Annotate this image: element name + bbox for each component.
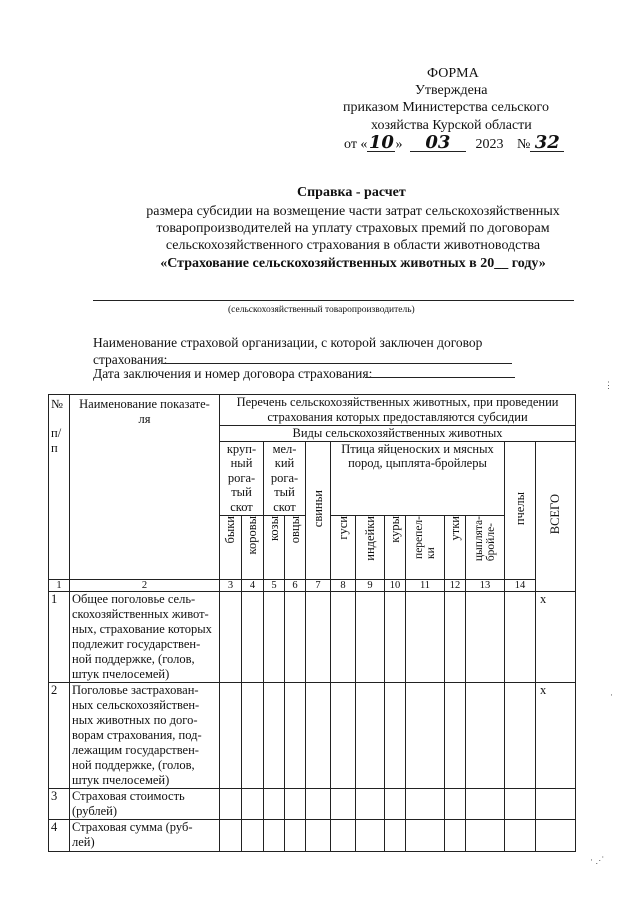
data-cell [285, 819, 306, 851]
col-number: 14 [505, 579, 536, 591]
header-broilers: цыплята- бройле- [466, 515, 505, 579]
data-cell [505, 819, 536, 851]
data-cell [306, 591, 331, 682]
header-sheep: овцы [285, 515, 306, 579]
data-cell [505, 591, 536, 682]
data-cell [466, 788, 505, 819]
col-number: 10 [385, 579, 406, 591]
data-cell [242, 682, 264, 788]
data-cell [445, 682, 466, 788]
data-cell [385, 788, 406, 819]
data-cell [466, 591, 505, 682]
table-row [49, 819, 576, 851]
data-cell [385, 591, 406, 682]
data-cell [306, 788, 331, 819]
col-number: 1 [49, 579, 70, 591]
row-number: 1 [49, 591, 70, 682]
data-cell [220, 682, 242, 788]
data-cell [331, 788, 356, 819]
data-cell [406, 591, 445, 682]
col-number: 11 [406, 579, 445, 591]
data-cell [220, 788, 242, 819]
scan-speck: · [610, 690, 613, 700]
data-cell [220, 591, 242, 682]
column-numbers-row [49, 579, 576, 591]
data-cell [264, 591, 285, 682]
col-number: 2 [70, 579, 220, 591]
date-year: 2023 [475, 137, 504, 152]
col-number: 12 [445, 579, 466, 591]
header-bulls: быки [220, 515, 242, 579]
total-cell [536, 819, 576, 851]
header-chickens: куры [385, 515, 406, 579]
col-number: 7 [306, 579, 331, 591]
order-number: 32 [530, 134, 564, 152]
insurer-label-line-1: Наименование страховой организации, с которой заключен договор [93, 335, 483, 350]
col-number: 4 [242, 579, 264, 591]
order-line-1: приказом Министерства сельского [343, 100, 549, 115]
data-cell [306, 819, 331, 851]
data-cell [445, 819, 466, 851]
col-number: 3 [220, 579, 242, 591]
insurer-label-line-2: страхования: [93, 352, 168, 367]
table-row [49, 682, 576, 788]
header-cows: коровы [242, 515, 264, 579]
data-cell [406, 682, 445, 788]
data-cell [242, 788, 264, 819]
header-animal-kinds: Виды сельскохозяйственных животных [220, 426, 576, 442]
contract-underline [365, 377, 515, 378]
order-line-2: хозяйства Курской области [371, 118, 532, 133]
title-line-3: сельскохозяйственного страхования в области животноводства [165, 238, 541, 253]
data-cell [306, 682, 331, 788]
data-cell [445, 788, 466, 819]
date-mid: » [395, 137, 403, 152]
row-label: Страховая сумма (руб- лей) [70, 819, 220, 851]
header-animal-list: Перечень сельскохозяйственных животных, при проведении страхования которых предоставляются субсидии [220, 395, 576, 426]
data-cell [385, 819, 406, 851]
date-month: 03 [410, 134, 466, 152]
header-quails: перепел- ки [406, 515, 445, 579]
title-line-2: товаропроизводителей на уплату страховых премий по договорам [156, 221, 550, 236]
producer-underline [93, 300, 574, 301]
col-number: 6 [285, 579, 306, 591]
row-label: Поголовье застрахован- ных сельскохозяйствен- ных животных по дого- ворам страхования, под- лежащим государствен- ной поддержке, (голов, штук пчелосемей) [70, 682, 220, 788]
data-cell [285, 682, 306, 788]
header-cattle: круп- ный рога- тый скот [220, 441, 264, 515]
approved-label: Утверждена [415, 83, 488, 98]
order-date-line [344, 134, 564, 153]
order-number-prefix: № [516, 137, 531, 152]
title-line-4: «Страхование сельскохозяйственных животных в 20__ году» [160, 256, 546, 271]
data-cell [356, 788, 385, 819]
insurer-underline [163, 363, 512, 364]
subsidy-table [48, 394, 576, 852]
row-number: 3 [49, 788, 70, 819]
data-cell [356, 591, 385, 682]
data-cell [505, 788, 536, 819]
data-cell [264, 819, 285, 851]
row-label: Общее поголовье сель- скохозяйственных живот- ных, страхование которых подлежит государствен- ной поддержке, (голов, штук пчелосемей) [70, 591, 220, 682]
header-ducks: утки [445, 515, 466, 579]
header-num: № п/ п [49, 395, 70, 580]
header-goats: козы [264, 515, 285, 579]
date-day: 10 [368, 132, 394, 153]
data-cell [385, 682, 406, 788]
form-label: ФОРМА [427, 66, 479, 81]
table-row [49, 788, 576, 819]
data-cell [220, 819, 242, 851]
data-cell [285, 788, 306, 819]
data-cell [466, 819, 505, 851]
data-cell [242, 819, 264, 851]
data-cell [406, 819, 445, 851]
data-cell [331, 819, 356, 851]
data-cell [356, 819, 385, 851]
data-cell [331, 591, 356, 682]
scan-speck: · ⋰ [590, 855, 605, 865]
data-cell [285, 591, 306, 682]
data-cell [406, 788, 445, 819]
total-cell: x [536, 591, 576, 682]
data-cell [356, 682, 385, 788]
total-cell [536, 788, 576, 819]
data-cell [445, 591, 466, 682]
total-cell: x [536, 682, 576, 788]
header-bees: пчелы [505, 441, 536, 579]
col-number: 8 [331, 579, 356, 591]
contract-label: Дата заключения и номер договора страхования: [93, 366, 373, 381]
document-title: Справка - расчет [297, 185, 406, 200]
table-row [49, 591, 576, 682]
data-cell [264, 682, 285, 788]
header-indicator: Наименование показате- ля [70, 395, 220, 580]
data-cell [466, 682, 505, 788]
header-small-cattle: мел- кий рога- тый скот [264, 441, 306, 515]
data-cell [331, 682, 356, 788]
col-number: 9 [356, 579, 385, 591]
header-pigs: свиньи [306, 441, 331, 579]
row-label: Страховая стоимость (рублей) [70, 788, 220, 819]
row-number: 4 [49, 819, 70, 851]
header-geese: гуси [331, 515, 356, 579]
header-poultry: Птица яйценоских и мясных пород, цыплята-бройлеры [331, 441, 505, 515]
title-line-1: размера субсидии на возмещение части затрат сельскохозяйственных [146, 204, 560, 219]
col-number: 5 [264, 579, 285, 591]
row-number: 2 [49, 682, 70, 788]
header-turkeys: индейки [356, 515, 385, 579]
header-total: ВСЕГО [536, 441, 576, 591]
data-cell [242, 591, 264, 682]
producer-caption: (сельскохозяйственный товаропроизводитель) [228, 305, 415, 315]
col-number: 13 [466, 579, 505, 591]
data-cell [505, 682, 536, 788]
date-prefix: от « [344, 137, 368, 152]
scan-speck: ⋮ [604, 380, 613, 390]
data-cell [264, 788, 285, 819]
